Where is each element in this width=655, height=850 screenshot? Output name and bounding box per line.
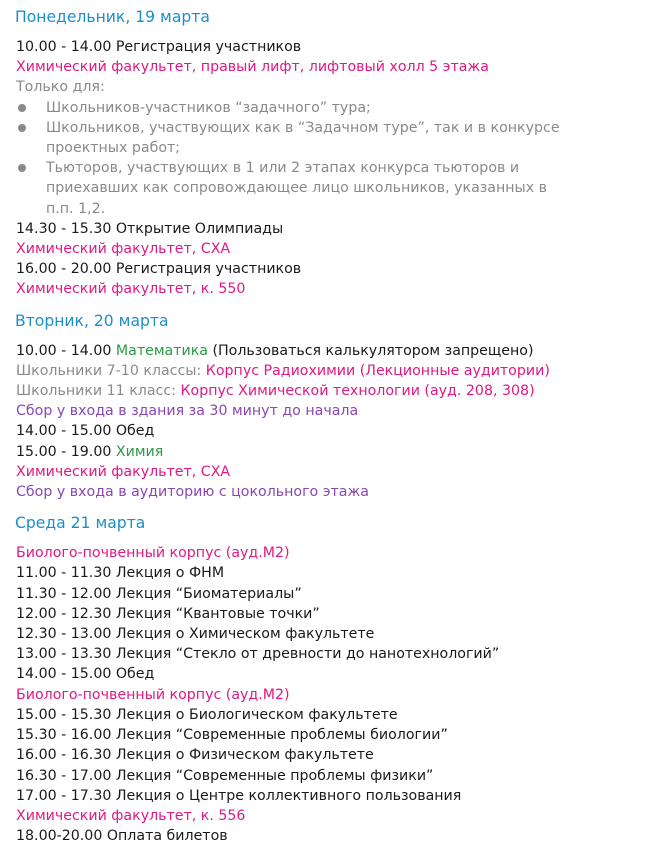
schedule-item: 14.00 - 15.00 Обед	[16, 666, 155, 683]
grades-7-10-location	[16, 361, 655, 381]
list-item	[16, 118, 655, 158]
subject-name: Математика	[115, 342, 208, 359]
schedule-item: 15.00 - 15.30 Лекция о Биологическом факультете	[16, 706, 398, 723]
gather-note: Сбор у входа в аудиторию с цокольного этажа	[16, 484, 369, 501]
grades-11-location	[16, 381, 655, 401]
day-heading: Понедельник, 19 марта	[15, 8, 210, 26]
location-text: Биолого-почвенный корпус (ауд.М2)	[16, 545, 290, 562]
only-for-label: Только для:	[16, 79, 105, 96]
schedule-item: 16.00 - 20.00 Регистрация участников	[16, 261, 302, 278]
schedule-item: 12.30 - 13.00 Лекция о Химическом факультете	[16, 626, 375, 643]
list-item-text: Школьников, участвующих как в “Задачном туре”, так и в конкурсе проектных работ;	[46, 119, 560, 157]
schedule-item: 16.30 - 17.00 Лекция “Современные проблемы физики”	[16, 767, 434, 784]
day-heading: Среда 21 марта	[15, 514, 146, 533]
location-text: Химический факультет, СХА	[16, 241, 231, 258]
location-text: Химический факультет, к. 556	[16, 807, 246, 824]
day-wednesday	[15, 512, 655, 846]
schedule-item-math	[16, 341, 655, 361]
location-text: Корпус Радиохимии (Лекционные аудитории)	[205, 362, 550, 379]
day-tuesday	[15, 310, 655, 503]
schedule-item: 16.00 - 16.30 Лекция о Физическом факультете	[16, 747, 374, 764]
schedule-item: 10.00 - 14.00 Регистрация участников	[16, 39, 302, 55]
location-text: Корпус Химической технологии (ауд. 208, 308)	[180, 383, 535, 400]
bullet-icon	[18, 124, 26, 132]
schedule-item: 17.00 - 17.30 Лекция о Центре коллективного пользования	[16, 787, 462, 804]
subject-name: Химия	[115, 443, 164, 460]
location-text: Биолого-почвенный корпус (ауд.М2)	[16, 686, 290, 703]
location-text: Химический факультет, правый лифт, лифтовый холл 5 этажа	[16, 59, 489, 76]
location-text: Химический факультет, СХА	[16, 463, 231, 480]
schedule-item: 13.00 - 13.30 Лекция “Стекло от древности до нанотехнологий”	[16, 646, 500, 663]
schedule-item: 11.00 - 11.30 Лекция о ФНМ	[16, 565, 225, 582]
subject-note: (Пользоваться калькулятором запрещено)	[207, 342, 534, 359]
bullet-icon	[18, 164, 26, 172]
day-monday	[15, 6, 655, 300]
list-item-text: Тьюторов, участвующих в 1 или 2 этапах конкурса тьюторов и приехавших как сопровождающее лицо школьников, указанных в п.п. 1,2.	[46, 160, 548, 217]
list-item	[16, 98, 655, 118]
eligibility-list	[15, 98, 655, 219]
grades-label: Школьники 7-10 классы:	[16, 362, 206, 379]
time-range: 10.00 - 14.00	[16, 342, 116, 359]
list-item-text: Школьников-участников “задачного” тура;	[46, 99, 371, 116]
time-range: 15.00 - 19.00	[16, 443, 116, 460]
schedule-item: 14.00 - 15.00 Обед	[16, 423, 155, 440]
schedule-item-chemistry	[16, 442, 655, 462]
list-item	[16, 158, 655, 219]
day-heading: Вторник, 20 марта	[15, 311, 169, 330]
schedule-item: 15.30 - 16.00 Лекция “Современные проблемы биологии”	[16, 727, 448, 744]
schedule-item: 12.00 - 12.30 Лекция “Квантовые точки”	[16, 605, 320, 622]
gather-note: Сбор у входа в здания за 30 минут до начала	[16, 403, 359, 420]
schedule-item: 18.00-20.00 Оплата билетов	[16, 828, 228, 845]
location-text: Химический факультет, к. 550	[16, 281, 246, 298]
schedule-item: 14.30 - 15.30 Открытие Олимпиады	[16, 220, 284, 237]
bullet-icon	[18, 104, 26, 112]
grades-label: Школьники 11 класс:	[16, 383, 181, 400]
schedule-item: 11.30 - 12.00 Лекция “Биоматериалы”	[16, 585, 302, 602]
